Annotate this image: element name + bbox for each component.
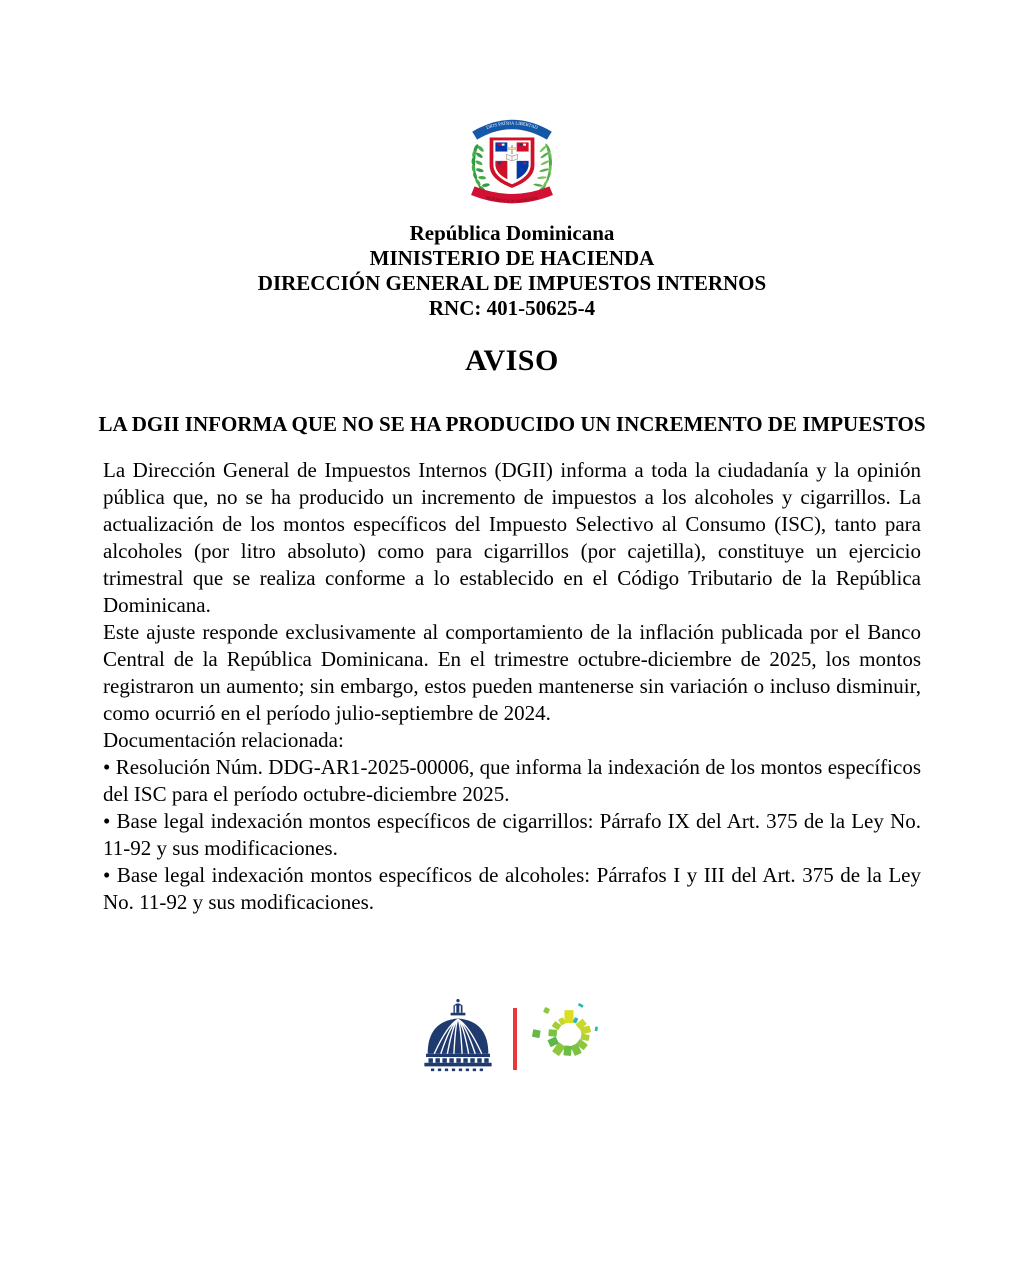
notice-title: AVISO [465, 344, 559, 377]
footer-divider [513, 1008, 517, 1070]
coat-shield [490, 138, 535, 188]
document-header [0, 104, 1024, 321]
notice-body [103, 457, 921, 916]
body-paragraph-1: La Dirección General de Impuestos Internos (DGII) informa a toda la ciudadanía y la opinión pública que, no se ha producido un incremento de impuestos a los alcoholes y cigarrillos. La actualización de los montos específicos del Impuesto Selectivo al Consumo (ISC), tanto para alcoholes (por litro absoluto) como para cigarrillos (por cajetilla), constituye un ejercicio trimestral que se realiza conforme a lo establecido en el Código Tributario de la República Dominicana. [103, 458, 921, 617]
bullet-item-3: • Base legal indexación montos específicos de alcoholes: Párrafos I y III del Art. 375 de la Ley No. 11-92 y sus modificaciones. [103, 863, 921, 914]
coat-ribbon-text: REPÚBLICA DOMINICANA [485, 194, 539, 204]
country-name: República Dominicana [409, 221, 615, 245]
presidency-dome-logo-icon [417, 997, 499, 1081]
bullet-item-2: • Base legal indexación montos específicos de cigarrillos: Párrafo IX del Art. 375 de la Ley No. 11-92 y sus modificaciones. [103, 809, 921, 860]
body-paragraph-2: Este ajuste responde exclusivamente al comportamiento de la inflación publicada por el Banco Central de la República Dominicana. En el trimestre octubre-diciembre de 2025, los montos registraron un aumento; sin embargo, estos pueden mantenerse sin variación o incluso disminuir, como ocurrió en el período julio-septiembre de 2024. [103, 620, 921, 725]
coat-motto-text: DIOS PATRIA LIBERTAD [485, 121, 539, 131]
bullet-item-1: • Resolución Núm. DDG-AR1-2025-00006, que informa la indexación de los montos específicos del ISC para el período octubre-diciembre 2025. [103, 755, 921, 806]
footer-logos [0, 997, 1024, 1081]
notice-headline: LA DGII INFORMA QUE NO SE HA PRODUCIDO UN INCREMENTO DE IMPUESTOS [98, 412, 926, 436]
agency-name: DIRECCIÓN GENERAL DE IMPUESTOS INTERNOS [257, 271, 767, 295]
rnc-number: RNC: 401-50625-4 [428, 296, 596, 320]
dominican-coat-of-arms-icon [456, 104, 568, 214]
related-docs-label: Documentación relacionada: [103, 728, 344, 752]
dgii-sunburst-logo-icon [531, 999, 607, 1079]
ministry-name: MINISTERIO DE HACIENDA [369, 246, 655, 270]
